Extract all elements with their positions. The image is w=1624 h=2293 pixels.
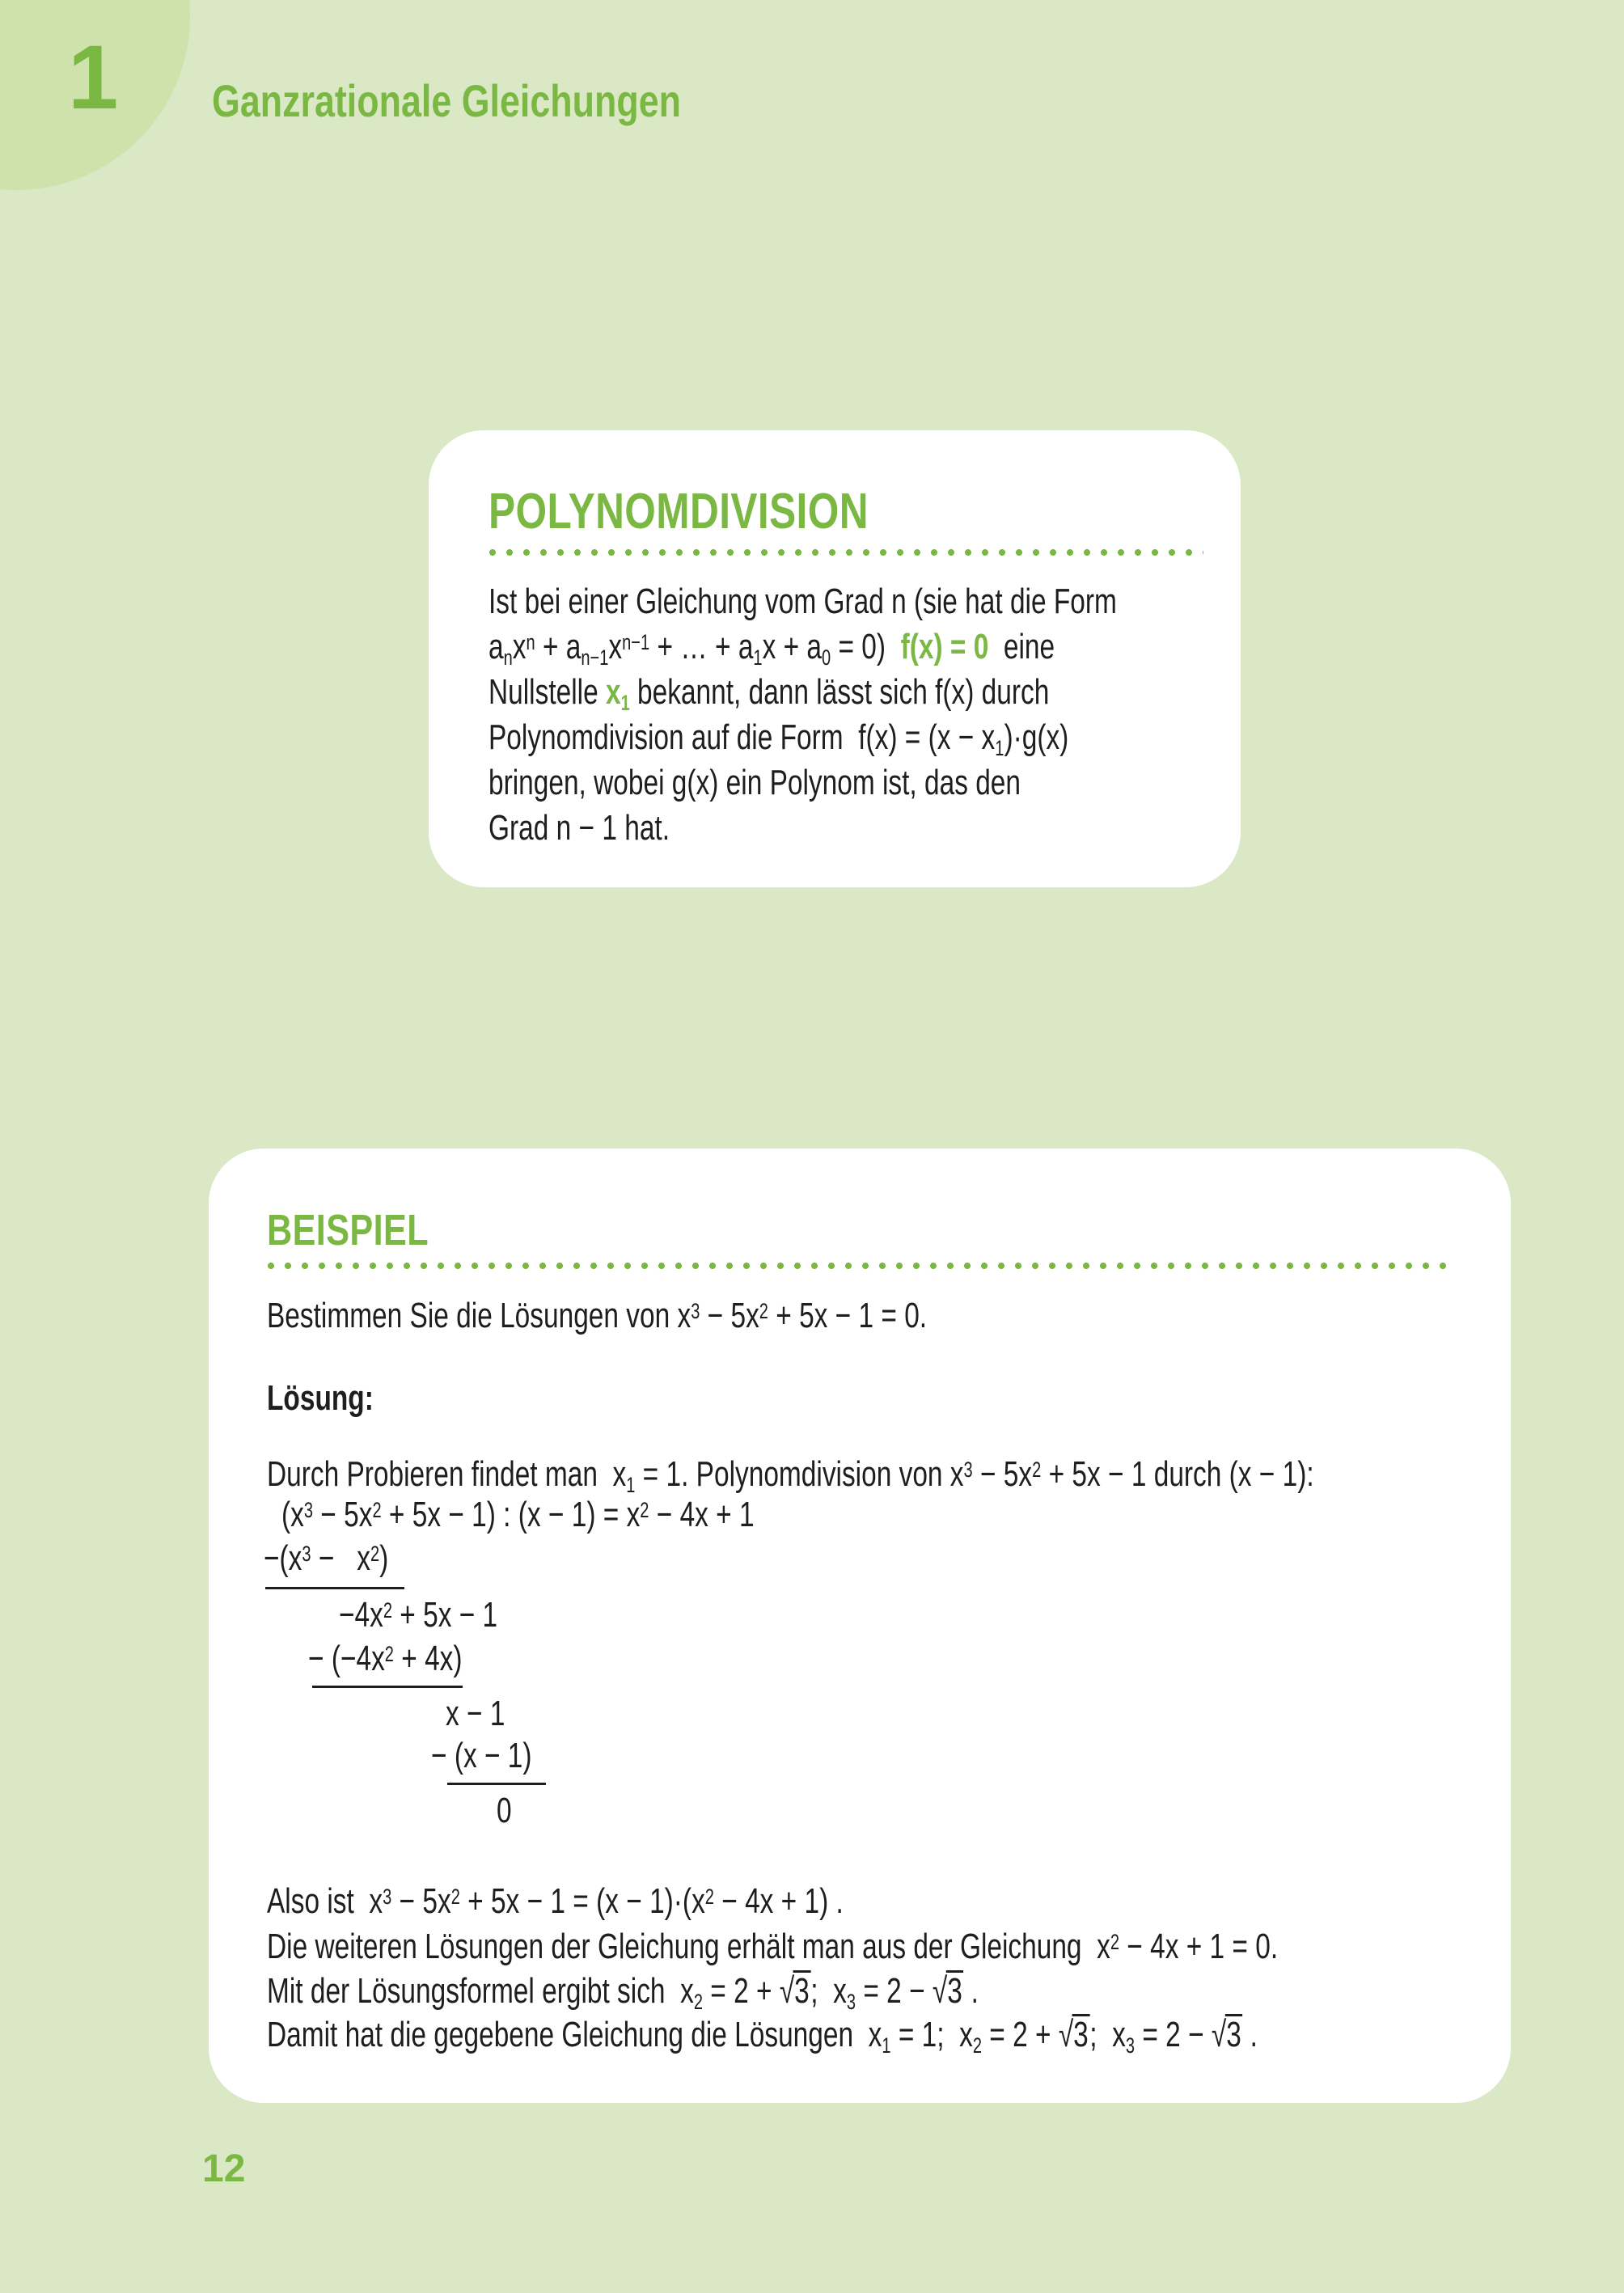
beispiel-heading: BEISPIEL — [267, 1206, 429, 1254]
polynomdivision-text-line: $a_nx^n + a_{n-1}x^{n-1}$ + … + $a_1x + a_0 = 0$) f(x) = 0 eine — [488, 627, 1055, 670]
dotted-separator — [488, 548, 1203, 556]
chapter-title: Ganzrationale Gleichungen — [212, 75, 682, 126]
chapter-number: 1 — [68, 27, 119, 128]
conclusion-line: Also ist $x^3 - 5x^2 + 5x - 1 = (x - 1)\cdot(x^2 - 4x + 1)$ . — [267, 1881, 844, 1921]
polynomdivision-heading: POLYNOMDIVISION — [488, 484, 869, 539]
polynomdivision-text-line: Nullstelle $x_1$ bekannt, dann lässt sich f(x) durch — [488, 672, 1050, 715]
conclusion-line: Damit hat die gegebene Gleichung die Lösungen $x_1 = 1$; $x_2 = 2 + √3$; $x_3 = 2 - √3$ . — [267, 2015, 1258, 2058]
solution-intro: Durch Probieren findet man $x_1 = 1$. Polynomdivision von $x^3 - 5x^2 + 5x - 1$ durch (x − 1): — [267, 1454, 1314, 1497]
division-rule — [447, 1783, 546, 1785]
division-line: x − 1 — [446, 1694, 505, 1733]
polynomdivision-text-line: Ist bei einer Gleichung vom Grad n (sie hat die Form — [488, 582, 1117, 621]
solution-label: Lösung: — [267, 1378, 374, 1418]
division-line: $(x^3 - 5x^2 + 5x - 1)$ : $(x - 1) = x^2 - 4x + 1$ — [281, 1495, 755, 1534]
division-line: $-(x^3 - x^2)$ — [264, 1538, 389, 1578]
division-line: − $(-4x^2 + 4x)$ — [308, 1639, 463, 1678]
division-rule — [265, 1587, 404, 1589]
task-text: Bestimmen Sie die Lösungen von $x^3 - 5x^2 + 5x - 1 = 0$. — [267, 1296, 928, 1335]
conclusion-line: Mit der Lösungsformel ergibt sich $x_2 = 2 + √3$; $x_3 = 2 - √3$ . — [267, 1971, 979, 2014]
division-line: $-4x^2 + 5x - 1$ — [339, 1595, 498, 1635]
polynomdivision-text-line: Grad n − 1 hat. — [488, 808, 670, 848]
division-rule — [312, 1686, 463, 1688]
division-line: 0 — [497, 1791, 512, 1830]
division-line: − (x − 1) — [431, 1736, 532, 1775]
polynomdivision-text-line: bringen, wobei g(x) ein Polynom ist, das den — [488, 763, 1021, 802]
page-number: 12 — [202, 2147, 246, 2190]
dotted-separator — [267, 1262, 1454, 1270]
polynomdivision-text-line: Polynomdivision auf die Form $f(x) = (x - x_1)\cdot g(x)$ — [488, 717, 1069, 760]
conclusion-line: Die weiteren Lösungen der Gleichung erhält man aus der Gleichung $x^2 - 4x + 1 = 0$. — [267, 1927, 1279, 1966]
